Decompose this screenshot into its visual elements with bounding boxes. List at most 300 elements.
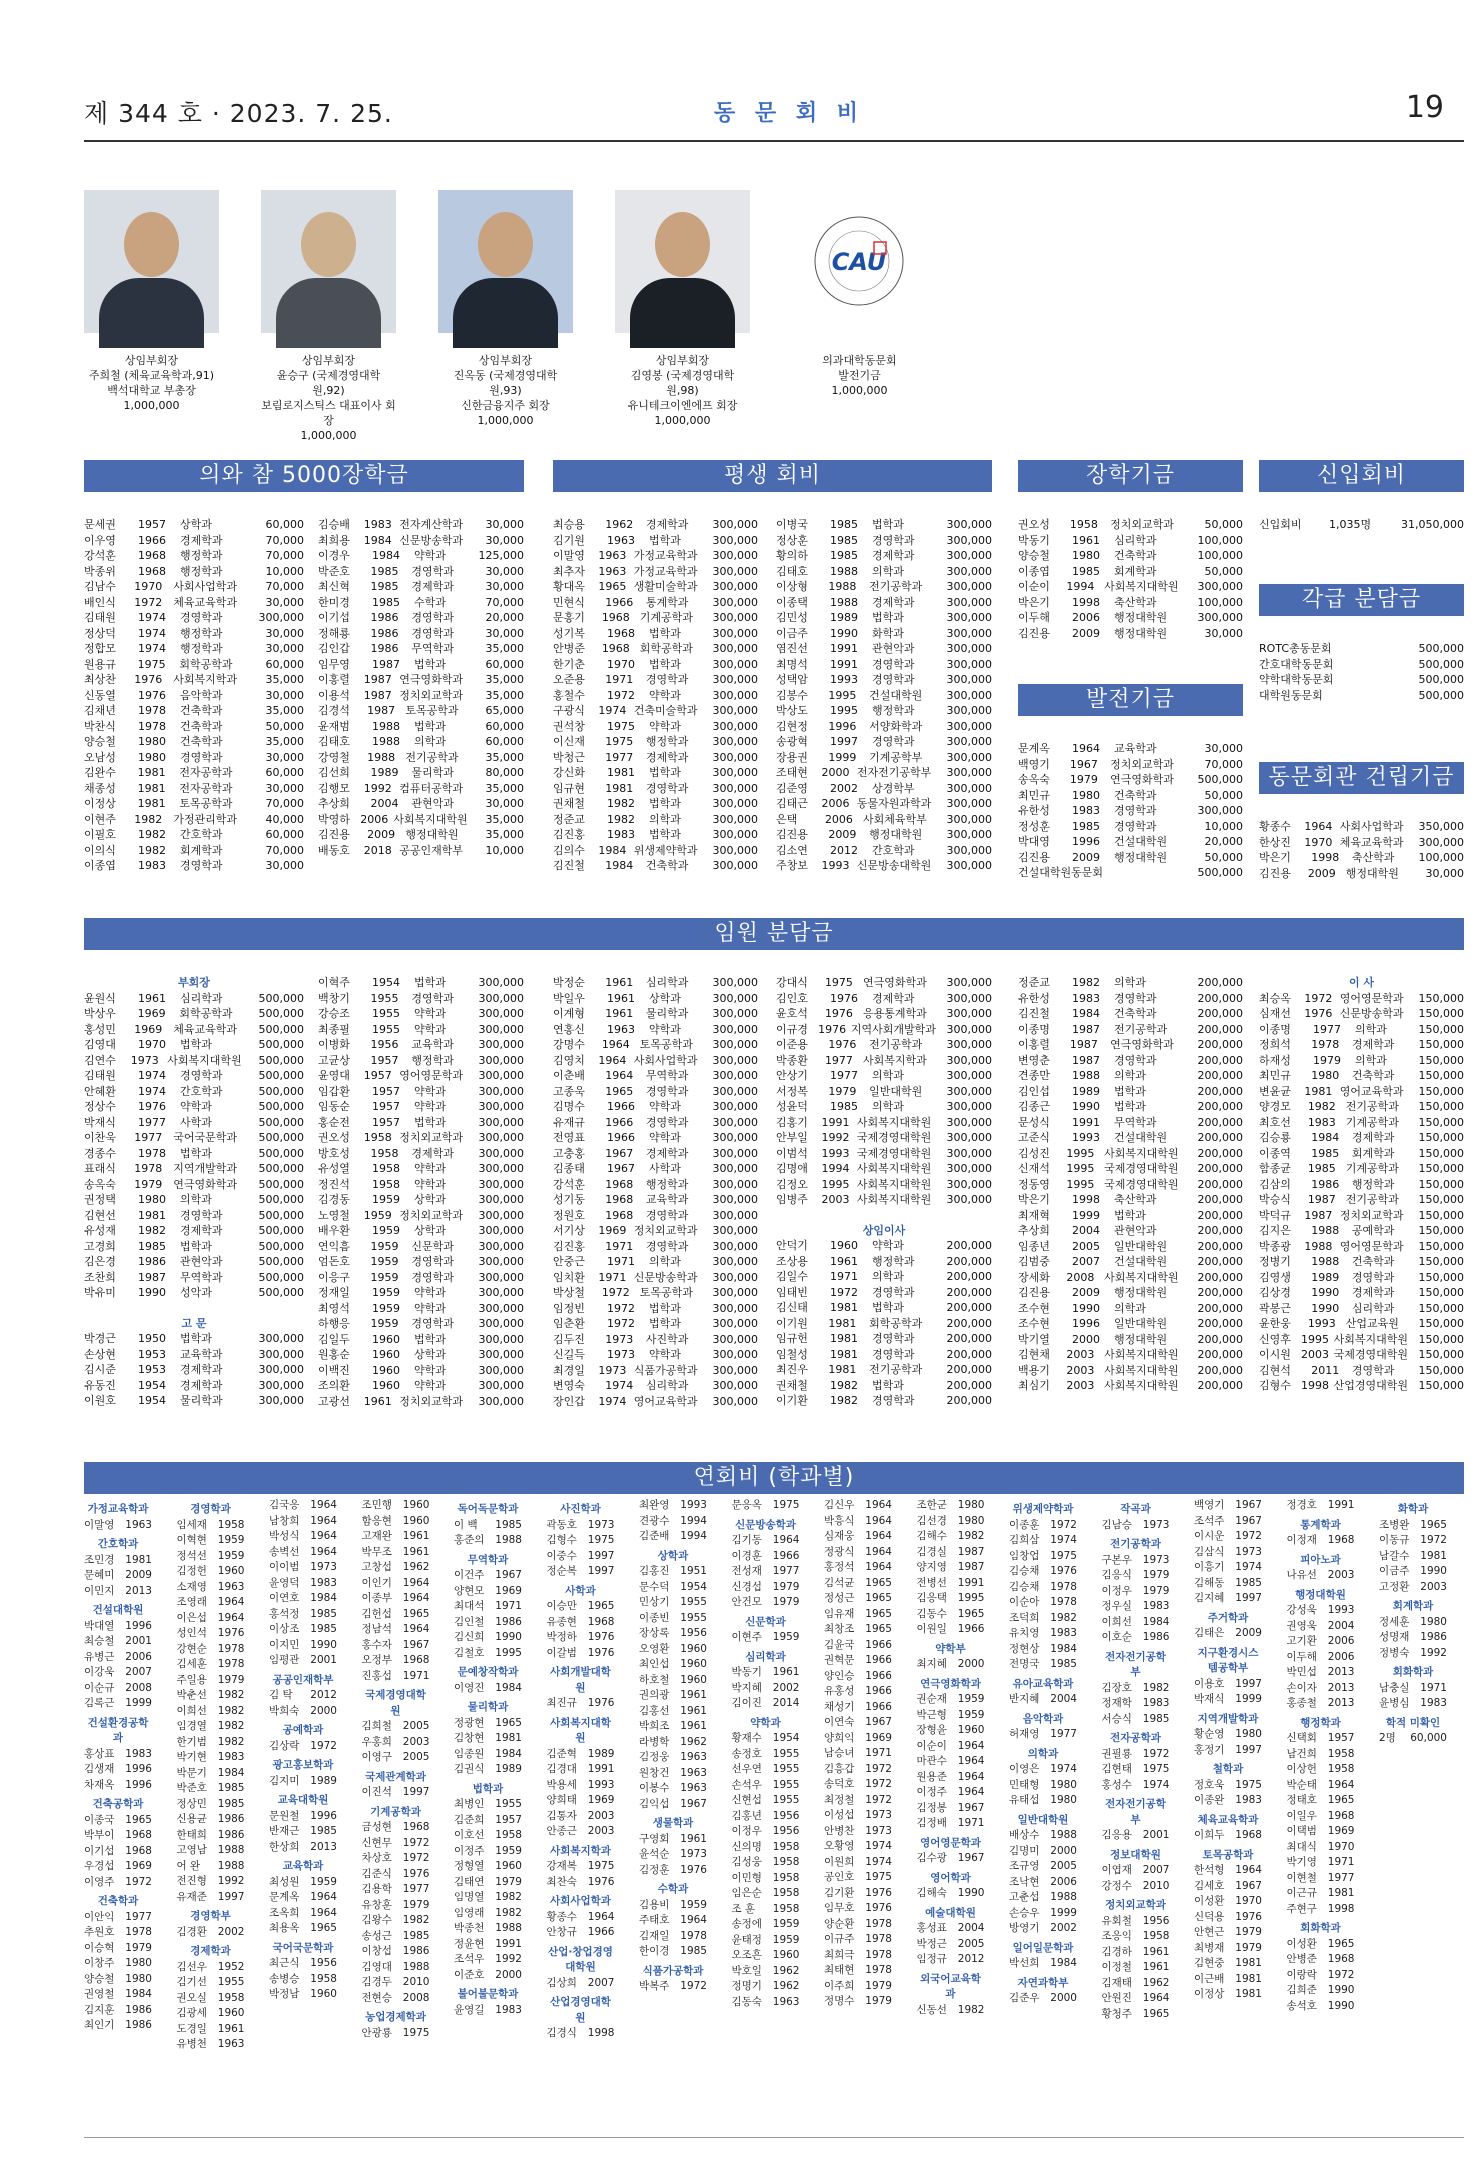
alumni-logo (792, 190, 927, 333)
list-item: 고종욱 1965 경영학과 300,000 (553, 1084, 759, 1098)
list-item: 황재수 1954 (731, 1732, 800, 1744)
list-item: 최완영 1993 (639, 1499, 707, 1511)
list-item: 이종명 1987 전기공학과 200,000 (1018, 1022, 1243, 1036)
list-item: 김민성 1989 법학과 300,000 (776, 611, 992, 624)
list-item: 문홍기 1968 기계공학과 300,000 (553, 611, 758, 624)
list-item: 전현승 2008 (361, 1991, 430, 2004)
list-item: 임창업 1975 (1009, 1549, 1077, 1562)
list-item: 소재영 1963 (176, 1580, 245, 1593)
list-item: 박희조 1961 (639, 1720, 707, 1732)
list-item: 이진석 1997 (361, 1786, 430, 1798)
list-item: 이연호 1984 (269, 1592, 337, 1604)
list-item: 윤영대 1957 영어영문학과 300,000 (318, 1069, 524, 1082)
list-item: 양경모 1982 전기공학과 150,000 (1259, 1100, 1464, 1113)
list-item: 정상덕 1974 행정학과 30,000 (84, 626, 304, 640)
list-item: 임치환 1971 신문방송학과 300,000 (553, 1270, 758, 1284)
list-item: 김승배 1983 전자계산학과 30,000 (318, 518, 524, 531)
list-item: 이상헌 1958 (1286, 1763, 1355, 1775)
list-item: 최희극 1978 (824, 1948, 892, 1961)
list-item: 연홍신 1963 약학과 300,000 (553, 1022, 758, 1036)
list-item: 김생재 1996 (84, 1763, 152, 1775)
list-item: 권정택 1980 의학과 500,000 (84, 1193, 304, 1206)
list-item: 문응옥 1975 (731, 1499, 800, 1511)
list-item: 신의명 1958 (731, 1840, 800, 1853)
list-item: 고경희 1985 법학과 500,000 (84, 1239, 304, 1253)
list-item: 송옥숙 1979 연극영화학과 500,000 (84, 1177, 304, 1191)
list-item: 엄돈호 1959 경영학과 300,000 (318, 1255, 524, 1268)
list-item: 라병학 1962 (639, 1735, 707, 1748)
list-item: 유병근 2006 (84, 1650, 152, 1663)
list-item: 김태연 1979 (454, 1875, 522, 1888)
list-item: 민태형 1980 (1009, 1778, 1077, 1791)
list-item: 최명석 1991 경영학과 300,000 (776, 657, 992, 671)
list-item: 심재선 1976 신문방송학과 150,000 (1259, 1007, 1464, 1020)
department-heading: 독어독문학과 (457, 1503, 519, 1515)
list-item: 김삼의 1986 행정학과 150,000 (1259, 1177, 1465, 1191)
list-item: 금성현 1968 (361, 1821, 430, 1833)
donor-card (261, 190, 396, 443)
list-item: 배우환 1959 상학과 300,000 (318, 1224, 524, 1237)
department-heading: 회화학과 (1392, 1666, 1434, 1678)
donor-card (615, 190, 750, 428)
list-item: 황청주 1965 (1101, 2007, 1170, 2020)
list-item: 정현상 1984 (1009, 1642, 1077, 1655)
list-item: 김윤국 1966 (824, 1638, 892, 1651)
department-heading: 전기공학과 (1110, 1538, 1161, 1550)
department-heading: 영어학과 (930, 1871, 971, 1884)
list-item: 이주희 1979 (824, 1979, 892, 1992)
list-item: 이희두 1968 (1194, 1829, 1262, 1841)
class-column (1287, 1498, 1355, 2014)
list-item: 정명수 1979 (824, 1995, 892, 2007)
list-item: 김은경 1986 관현악과 500,000 (84, 1255, 304, 1268)
list-item: 조민경 1981 (84, 1553, 152, 1566)
list-item: 김용비 1959 (639, 1898, 707, 1911)
list-item: 한이경 1985 (639, 1945, 707, 1957)
list-item: 신덕용 1976 (1194, 1910, 1262, 1923)
department-heading: 경제학과 (190, 1945, 231, 1957)
department-heading: 약학부 (935, 1642, 966, 1655)
list-item: 임규헌 1981 경영학과 200,000 (776, 1332, 992, 1345)
list-item: 양승철 1980 건축학과 100,000 (1018, 549, 1243, 562)
list-item: 윤석순 1973 (639, 1848, 707, 1860)
list-item: 김준배 1994 (639, 1530, 707, 1542)
list-item: 이호순 1986 (1101, 1631, 1170, 1643)
list-item: 유한성 1983 경영학과 300,000 (1018, 804, 1243, 817)
department-heading: 광고홍보학과 (272, 1759, 334, 1771)
list-item: 최병인 1955 (454, 1798, 522, 1810)
list-item: 오정부 1968 (361, 1654, 430, 1666)
list-item: 윤병심 1983 (1379, 1697, 1447, 1709)
department-heading: 신문방송학과 (735, 1518, 796, 1531)
department-heading: 피아노과 (1300, 1553, 1341, 1566)
list-item: 김현채 2003 사회복지대학원 200,000 (1018, 1348, 1243, 1361)
list-item: 이응구 1959 경영학과 300,000 (318, 1270, 524, 1284)
list-item: 최대석 1971 (454, 1600, 522, 1612)
list-item: 조석주 1967 (1194, 1514, 1262, 1527)
list-item: 김현중 1981 (1194, 1957, 1262, 1969)
list-item: 박근형 1959 (916, 1708, 985, 1721)
list-item: 홍정기 1997 (1194, 1743, 1262, 1756)
list-item: 유치영 1983 (1009, 1627, 1077, 1639)
list-item: 우경섭 1969 (84, 1860, 152, 1872)
list-item: 윤원식 1961 심리학과 500,000 (84, 991, 304, 1005)
list-item: 김행모 1992 컴퓨터공학과 35,000 (318, 781, 524, 795)
list-item: 김선우 1952 (176, 1960, 245, 1973)
donor-portraits (84, 190, 964, 442)
list-item: 황대옥 1965 생활미술학과 300,000 (553, 580, 758, 593)
list-item: 최근식 1956 (269, 1957, 337, 1969)
list-item: 김진용 2009 행정대학원 35,000 (318, 828, 525, 841)
list-item: 양지영 1987 (916, 1561, 985, 1573)
list-item: 박기현 1983 (176, 1751, 245, 1763)
list-item: 유동진 1954 경제학과 300,000 (84, 1378, 304, 1392)
list-item: 강영철 1988 전기공학과 35,000 (318, 750, 525, 764)
list-item: 박문기 1984 (176, 1766, 245, 1779)
list-item: 양희익 1969 (824, 1731, 892, 1744)
list-item: 박성식 1964 (269, 1530, 337, 1542)
list-item: 김성웅 1958 (731, 1856, 800, 1868)
department-heading: 음악학과 (1022, 1712, 1064, 1725)
list-item: 염진선 1991 관현악과 300,000 (776, 642, 992, 655)
list-officers-2 (318, 975, 524, 1409)
department-heading: 건축학과 (97, 1895, 139, 1907)
list-item: 권채철 1982 법학과 200,000 (776, 1378, 992, 1392)
list-item: 박상도 1995 행정학과 300,000 (776, 704, 992, 717)
list-item: 안현근 1979 (1194, 1926, 1262, 1938)
list-item: 한기범 1982 (176, 1735, 245, 1748)
list-item: 이종부 1964 (361, 1592, 430, 1604)
list-item: 김세호 1967 (1194, 1879, 1262, 1892)
list-item: 하재성 1979 의학과 150,000 (1259, 1053, 1464, 1067)
list-building (1259, 819, 1464, 881)
list-item: 문계옥 1964 (269, 1891, 337, 1903)
department-heading: 신문학과 (745, 1615, 786, 1628)
section-scholarship: 장학기금 (1018, 460, 1243, 492)
list-item: 안중근 1971 의학과 300,000 (553, 1255, 758, 1268)
list-item: 김상경 1990 경제학과 150,000 (1259, 1286, 1465, 1299)
list-item: 이정우 1979 (1101, 1584, 1170, 1597)
department-heading: 식품가공학과 (642, 1964, 704, 1977)
list-item: 이근배 1981 (1194, 1972, 1262, 1985)
list-item: 권오실 1958 (176, 1991, 245, 2004)
donor-photo (84, 190, 219, 333)
list-item: 이정재 1968 (1286, 1534, 1355, 1546)
list-item: 허재영 1977 (1009, 1728, 1077, 1740)
list-item: 한상희 2013 (269, 1840, 337, 1853)
list-item: 홍종철 2013 (1286, 1697, 1355, 1709)
list-item: 김두진 1973 사진학과 300,000 (553, 1332, 759, 1346)
list-item: 박동기 1961 심리학과 100,000 (1018, 533, 1243, 547)
list-item: 김기원 1963 법학과 300,000 (553, 533, 758, 547)
list-lifetime-a (553, 517, 758, 874)
list-item: 김경석 1987 토목공학과 65,000 (318, 704, 525, 717)
list-item: 김익섭 1967 (639, 1797, 707, 1810)
list-item: 이창섭 1986 (361, 1945, 430, 1957)
list-item: 이연숙 1967 (824, 1716, 892, 1728)
list-item: 정형열 1960 (454, 1860, 522, 1872)
list-item: 구광식 1974 건축미술학과 300,000 (553, 704, 758, 717)
section-building: 동문회관 건립기금 (1259, 762, 1464, 794)
list-item: 박흥식 1964 (824, 1514, 892, 1527)
donor-card (438, 190, 573, 428)
department-heading: 사진학과 (560, 1503, 601, 1515)
list-item: 이영주 1972 (84, 1875, 152, 1888)
list-item: 추원호 1978 (84, 1926, 152, 1938)
list-item: 이말영 1963 가정교육학과 300,000 (553, 549, 758, 562)
list-item: 임종년 2005 일반대학원 200,000 (1018, 1239, 1243, 1253)
list-item: 김일수 1971 의학과 200,000 (776, 1270, 992, 1283)
list-item: 전진형 1992 (176, 1875, 245, 1887)
list-item: 김기선 1955 (176, 1976, 245, 1988)
list-item: 안창규 1966 (546, 1926, 615, 1938)
list-item: 이종엽 1983 경영학과 30,000 (84, 859, 304, 872)
list-item: 김태원 1974 경영학과 500,000 (84, 1069, 304, 1082)
list-item: 이기원 1981 회학공학과 200,000 (776, 1316, 992, 1330)
list-item: 반재근 1985 (269, 1825, 337, 1837)
list-item: 윤호석 1976 응용통계학과 300,000 (776, 1007, 993, 1020)
list-item: 김영대 1970 법학과 500,000 (84, 1038, 304, 1051)
list-item: 배인식 1972 체육교육학과 30,000 (84, 595, 304, 609)
list-item: 김진철 1984 건축학과 200,000 (1018, 1007, 1243, 1020)
list-item: 성윤덕 1985 의학과 300,000 (776, 1100, 992, 1113)
list-item: 이성환 1965 (1286, 1937, 1355, 1950)
list-item: 최승철 2001 (84, 1635, 152, 1647)
list-item: 한미경 1985 수학과 70,000 (318, 595, 524, 609)
list-item: 나유선 2003 (1286, 1569, 1355, 1581)
list-item: 김희삼 1974 (1009, 1534, 1077, 1546)
department-heading: 전자공학과 (1110, 1732, 1161, 1744)
list-item: 정태호 1965 (1286, 1794, 1355, 1806)
list-item: 이두해 2006 행정대학원 300,000 (1018, 611, 1243, 624)
list-item: 유재규 1966 경영학과 300,000 (553, 1115, 759, 1129)
list-item: 어 완 1988 (176, 1859, 245, 1872)
list-item: 이상조 1985 (269, 1623, 337, 1635)
department-heading: 불어불문학과 (457, 1988, 519, 2000)
list-item: 조덕희 1982 (1009, 1611, 1077, 1624)
list-item: 박무조 1961 (361, 1545, 430, 1558)
list-item: 서기상 1969 정치외교학과 300,000 (553, 1224, 758, 1237)
list-item: 전성재 1977 (731, 1565, 800, 1577)
list-item: 김종근 1990 법학과 200,000 (1018, 1100, 1243, 1113)
list-item: 황종수 1964 (546, 1910, 615, 1923)
list-item: 손승우 1999 (1009, 1906, 1077, 1919)
list-item: 이용호 1997 (1194, 1677, 1262, 1690)
list-item: 조찬희 1987 무역학과 500,000 (84, 1270, 304, 1284)
list-item: 장형윤 1960 (916, 1724, 985, 1736)
list-item: 김태원 1974 경영학과 300,000 (84, 611, 304, 624)
list-item: 임평관 2001 (269, 1654, 337, 1666)
list-item: 장상록 1956 (639, 1627, 707, 1639)
class-column (84, 1498, 152, 2034)
list-item: 권영욱 2004 (1286, 1619, 1355, 1632)
list-item: 고균상 1957 행정학과 300,000 (318, 1053, 524, 1067)
list-item: 김남승 1973 (1101, 1518, 1170, 1531)
list-item: 최찬숙 1976 (546, 1875, 615, 1888)
list-item: 박영하 2006 사회복지대학원 35,000 (318, 812, 524, 826)
list-item: 김성진 1995 사회복지대학원 200,000 (1018, 1146, 1243, 1160)
list-item: 이 백 1985 (454, 1518, 522, 1531)
list-item: 이강욱 2007 (84, 1666, 152, 1678)
donor-card (84, 190, 219, 413)
list-item: 김준우 2000 (1009, 1992, 1077, 2004)
list-item: 이기섭 1968 (84, 1844, 152, 1857)
list-item: 한기춘 1970 법학과 300,000 (553, 657, 758, 671)
list-item: 변윤균 1981 영어교육학과 150,000 (1259, 1084, 1464, 1098)
department-heading: 통계학과 (1300, 1518, 1341, 1531)
list-item: 최진규 1976 (546, 1697, 615, 1709)
list-item: 이은섭 1964 (176, 1611, 245, 1624)
group-heading: 부회장 (178, 976, 210, 989)
list-item: 윤태정 1959 (731, 1933, 800, 1946)
list-item: 최신혁 1985 경제학과 30,000 (318, 580, 524, 593)
list-item: 이현주 1959 (731, 1631, 800, 1643)
department-heading: 사회복지대학원 (550, 1716, 611, 1744)
list-item: 최승옥 1972 영어영문학과 150,000 (1259, 991, 1464, 1005)
list-item: 김해수 1982 (916, 1530, 985, 1542)
list-item: 안광룡 1975 (361, 2026, 430, 2039)
list-item: 김인철 1986 (454, 1615, 522, 1628)
list-item: 정병기 1988 건축학과 150,000 (1259, 1255, 1465, 1268)
list-item: 최상찬 1976 사회복지학과 35,000 (84, 673, 304, 686)
department-heading: 생물학과 (652, 1817, 694, 1829)
list-item: 임병주 2003 사회복지대학원 300,000 (776, 1193, 992, 1206)
list-item: 김응용 2001 (1101, 1829, 1170, 1841)
list-item: 김홍년 1956 (731, 1809, 800, 1822)
list-newmember: 신입회비 1,035명 31,050,000 (1259, 518, 1464, 531)
list-item: 정재학 1983 (1101, 1697, 1170, 1709)
list-item: 김록근 1999 (84, 1697, 152, 1709)
list-item: 고충홍 1967 경제학과 300,000 (553, 1146, 759, 1160)
donor-photo (438, 190, 573, 333)
list-item: 이의식 1982 회계학과 70,000 (84, 843, 304, 857)
list-item: 김명수 1966 약학과 300,000 (553, 1100, 758, 1113)
list-item: 손석우 1955 (731, 1778, 800, 1791)
list-item: 김홍선 1961 (639, 1704, 707, 1717)
department-heading: 정보대학원 (1110, 1848, 1161, 1861)
list-item: 김광세 1960 (176, 2007, 245, 2019)
list-item: 이근규 1981 (1286, 1887, 1355, 1899)
list-item: 최정철 1972 (824, 1793, 892, 1806)
list-item: 김신우 1964 (824, 1499, 892, 1511)
list-item: 황종수 1964 사회사업학과 350,000 (1259, 820, 1464, 833)
list-item: 안병찬 1973 (824, 1824, 892, 1837)
list-item: 김상락 1972 (269, 1739, 337, 1752)
list-item: 구영회 1961 (639, 1832, 707, 1845)
list-item: 이상형 1988 전기공학과 300,000 (776, 580, 992, 593)
department-heading: 정치외교학과 (1105, 1899, 1166, 1911)
list-item: 조규영 2005 (1009, 1860, 1077, 1872)
list-item: 임유재 1965 (824, 1607, 892, 1620)
list-item: 경종수 1978 법학과 500,000 (84, 1146, 304, 1160)
list-item: 김태호 1988 의학과 300,000 (776, 564, 992, 578)
list-item: 이계형 1961 물리학과 300,000 (553, 1007, 759, 1020)
list-item: 박유미 1990 성악과 500,000 (84, 1286, 304, 1299)
list-item: 이시운 1972 (1194, 1530, 1262, 1542)
list-item: 최호선 1983 기계공학과 150,000 (1259, 1115, 1464, 1129)
list-item: 이범석 1993 국제경영대학원 300,000 (776, 1146, 992, 1160)
list-item: 권영철 1984 (84, 1988, 152, 2000)
list-item: 남갈수 1981 (1379, 1549, 1447, 1562)
list-item: 박대열 1996 (84, 1619, 152, 1632)
list-item: 박종위 1968 행정학과 10,000 (84, 564, 304, 578)
list-item: 전병선 1991 (916, 1576, 985, 1589)
list-item: 김진홍 1971 경영학과 300,000 (553, 1239, 759, 1253)
list-item: 조옥희 1964 (269, 1906, 337, 1919)
list-item: 이원일 1966 (916, 1623, 985, 1635)
list-officers-6 (1259, 975, 1464, 1394)
list-item: 권혁문 1966 (824, 1654, 892, 1666)
list-item: 이희선 1984 (1101, 1615, 1170, 1628)
list-item: 이병화 1956 교육학과 300,000 (318, 1038, 524, 1051)
list-item: 조수현 1996 일반대학원 200,000 (1018, 1317, 1243, 1330)
department-heading: 약학과 (750, 1716, 781, 1729)
department-heading: 자연과학부 (1017, 1976, 1069, 1989)
department-heading: 위생제약학과 (1012, 1503, 1074, 1515)
list-item: 조석우 1992 (454, 1953, 522, 1965)
list-item: 신현무 1972 (361, 1836, 430, 1849)
list-item: 정재일 1959 약학과 300,000 (318, 1286, 524, 1299)
list-item: 최희용 1984 신문방송학과 30,000 (318, 533, 524, 547)
list-item: 이민형 1958 (731, 1871, 800, 1884)
department-heading: 예술대학원 (925, 1906, 976, 1919)
class-column (547, 1498, 615, 2042)
department-heading: 유아교육학과 (1012, 1677, 1074, 1690)
list-item: 김석균 1965 (824, 1576, 892, 1589)
list-item: 김철호 1995 (454, 1646, 522, 1659)
list-item: 신영후 1995 사회복지대학원 150,000 (1259, 1332, 1464, 1346)
list-item: 김해숙 1990 (916, 1887, 985, 1899)
list-item: 문원철 1996 (269, 1809, 337, 1822)
list-item: 박부이 1968 (84, 1829, 152, 1841)
class-column (824, 1498, 892, 2010)
list-item: 김정배 1971 (916, 1817, 985, 1829)
list-item: 김장호 1982 (1101, 1681, 1170, 1694)
department-heading: 영어영문학과 (920, 1836, 981, 1849)
list-item: 임영래 1982 (454, 1906, 522, 1919)
list-item: 최추자 1963 가정교육학과 300,000 (553, 564, 758, 578)
list-item: 백창기 1955 경영학과 300,000 (318, 991, 524, 1005)
list-item: 권필룡 1972 (1101, 1747, 1170, 1760)
list-item: 강신화 1981 법학과 300,000 (553, 766, 758, 779)
department-heading: 문예창작학과 (457, 1666, 519, 1678)
list-item: 김소연 2012 간호학과 300,000 (776, 843, 992, 857)
list-item: 한석형 1964 (1194, 1864, 1262, 1876)
list-item: 임춘환 1972 법학과 300,000 (553, 1317, 758, 1330)
list-item: 김정웅 1963 (639, 1751, 707, 1763)
list-item: 정병숙 1992 (1379, 1646, 1447, 1659)
list-item: 양승철 1980 (84, 1972, 152, 1985)
list-item: 조태현 2000 전자전기공학부 300,000 (776, 766, 992, 779)
list-item: 조응익 1958 (1101, 1930, 1170, 1942)
list-item: 김봉수 1995 건설대학원 300,000 (776, 688, 992, 702)
list-item: 송정에 1959 (731, 1918, 800, 1930)
list-item: 김준혁 1989 (546, 1747, 615, 1760)
list-item: 이규주 1978 (824, 1933, 892, 1945)
list-item: 이순아 1978 (1009, 1596, 1077, 1608)
list-item: 이찬욱 1977 국어국문학과 500,000 (84, 1131, 304, 1144)
list-item: 고창섭 1962 (361, 1561, 430, 1573)
list-item: 이순규 2008 (84, 1681, 152, 1694)
list-item: 오영환 1960 (639, 1642, 707, 1655)
list-item: 이원희 1974 (824, 1855, 892, 1868)
list-item: 이종완 1983 (1194, 1794, 1262, 1806)
list-item: 권석창 1975 약학과 300,000 (553, 719, 758, 733)
list-item: 고재완 1961 (361, 1530, 430, 1542)
list-item: 김세훈 1978 (176, 1658, 245, 1670)
department-heading: 경영학부 (190, 1910, 231, 1922)
list-item: 강승조 1955 약학과 300,000 (318, 1007, 524, 1020)
